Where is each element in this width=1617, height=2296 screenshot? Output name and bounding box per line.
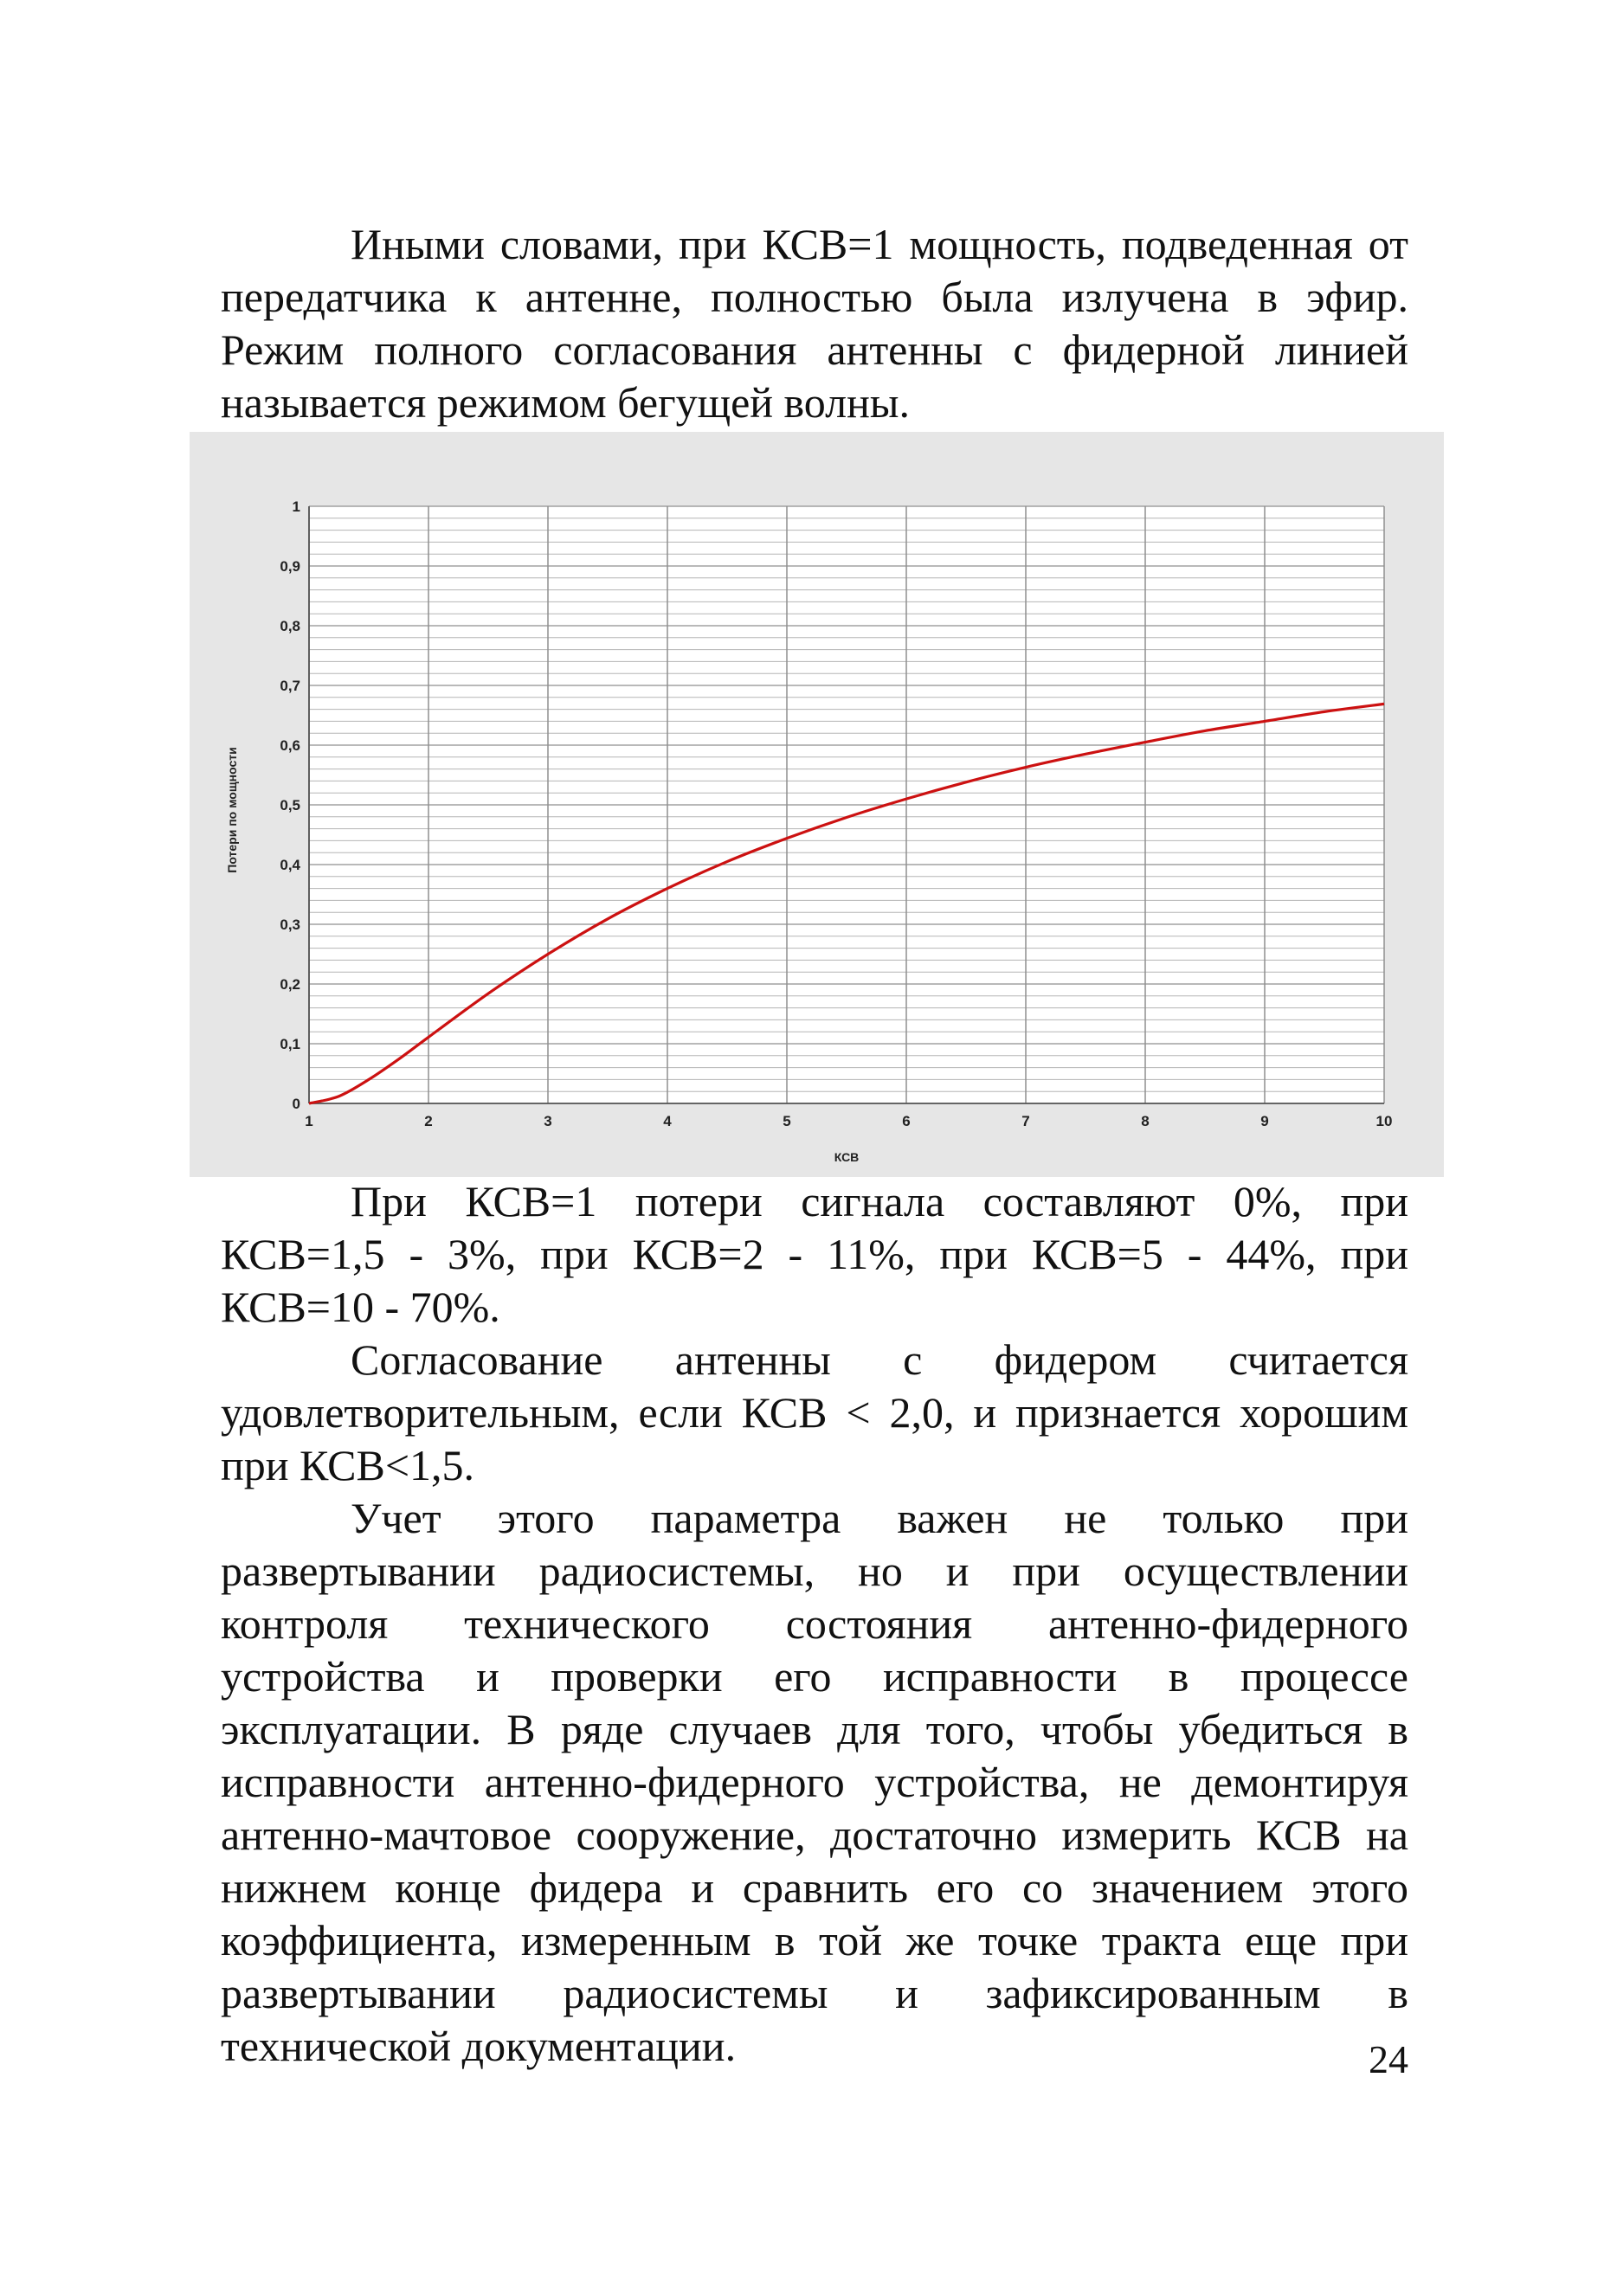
y-tick-label: 0,3	[280, 916, 300, 933]
x-tick-label: 8	[1141, 1113, 1150, 1129]
y-tick-label: 0,9	[280, 558, 300, 575]
x-axis-label: КСВ	[834, 1150, 860, 1164]
y-tick-label: 0,1	[280, 1036, 300, 1052]
paragraph: Учет этого параметра важен не только при развертывании радиосистемы, но и при осуществлении контроля технического состояния антенно-фидерного устройства и проверки его исправности в процессе эксплуатации. В ряде случаев для того, чтобы убедиться в исправности антенно-фидерного устройства, не демонтируя антенно-мачтовое сооружение, достаточно измерить КСВ на нижнем конце фидера и сравнить его со значением этого коэффициента, измеренным в той же точке тракта еще при развертывании радиосистемы и зафиксированным в технической документации.	[221, 1494, 1408, 2070]
y-tick-label: 0	[292, 1096, 300, 1112]
page-number: 24	[1369, 2037, 1408, 2081]
y-tick-label: 0,4	[280, 857, 300, 873]
x-tick-label: 4	[663, 1113, 672, 1129]
y-tick-label: 0,2	[280, 976, 300, 993]
y-tick-label: 0,6	[280, 737, 300, 754]
y-tick-label: 0,5	[280, 797, 300, 814]
x-tick-label: 9	[1260, 1113, 1269, 1129]
paragraph: При КСВ=1 потери сигнала составляют 0%, при КСВ=1,5 - 3%, при КСВ=2 - 11%, при КСВ=5 - 44%, при КСВ=10 - 70%.	[221, 1177, 1408, 1331]
y-tick-label: 0,8	[280, 618, 300, 634]
y-axis-label: Потери по мощности	[225, 747, 239, 873]
paragraph: Иными словами, при КСВ=1 мощность, подведенная от передатчика к антенне, полностью была излучена в эфир. Режим полного согласования антенны с фидерной линией называется режимом бегущей волны.	[221, 220, 1408, 427]
x-tick-label: 10	[1375, 1113, 1393, 1129]
chart-figure	[190, 432, 1444, 1177]
text-block-bottom	[221, 1175, 1408, 2073]
y-tick-label: 1	[292, 498, 300, 515]
x-tick-label: 1	[305, 1113, 313, 1129]
x-tick-label: 3	[544, 1113, 552, 1129]
x-tick-label: 6	[902, 1113, 911, 1129]
paragraph: Согласование антенны с фидером считается удовлетворительным, если КСВ < 2,0, и признается хорошим при КСВ<1,5.	[221, 1335, 1408, 1489]
line-chart	[190, 432, 1444, 1177]
x-tick-label: 2	[424, 1113, 433, 1129]
x-tick-label: 5	[783, 1113, 791, 1129]
y-tick-label: 0,7	[280, 678, 300, 694]
x-tick-label: 7	[1021, 1113, 1030, 1129]
text-block-top	[221, 218, 1408, 429]
